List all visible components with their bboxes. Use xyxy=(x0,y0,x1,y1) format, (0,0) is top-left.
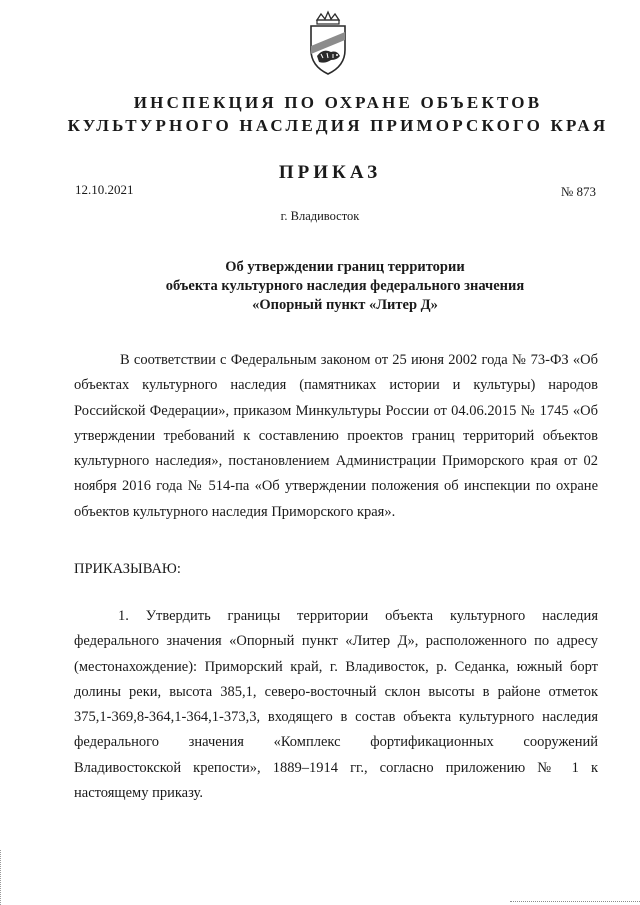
coat-of-arms-icon xyxy=(297,10,359,78)
document-city: г. Владивосток xyxy=(280,209,360,223)
subject-line1: Об утверждении границ территории xyxy=(225,259,465,275)
document-number: № 873 xyxy=(560,184,596,199)
organization-name-line1: ИНСПЕКЦИЯ ПО ОХРАНЕ ОБЪЕКТОВ xyxy=(133,93,543,112)
scan-bottom-mark xyxy=(510,901,640,903)
subject-line3: «Опорный пункт «Литер Д» xyxy=(252,297,438,313)
order-directive: ПРИКАЗЫВАЮ: xyxy=(74,561,181,577)
preamble-paragraph: В соответствии с Федеральным законом от 25 июня 2002 года № 73-ФЗ «Об объектах культурного наследия (памятниках истории и культуры) народов Российской Федерации», приказом Минкультуры России от 04.06.2015 № 1745 «Об утверждении требований к составлению проектов границ территорий объектов культурного наследия», постановлением Администрации Приморского края от 02 ноября 2016 года № 514-па «Об утверждении положения об инспекции по охране объектов культурного наследия Приморского края». xyxy=(74,352,598,520)
order-item-1: 1. Утвердить границы территории объекта культурного наследия федерального значения «Опорный пункт «Литер Д», расположенного по адресу (местонахождение): Приморский край, г. Владивосток, р. Седанка, южный борт долины реки, высота 385,1, северо-восточный склон высоты в районе отметок 375,1-369,8-364,1-364,1-373,3, входящего в состав объекта культурного наследия федерального значения «Комплекс фортификационных сооружений Владивостокской крепости», 1889–1914 гг., согласно приложению № 1 к настоящему приказу. xyxy=(74,608,598,802)
document-date: 12.10.2021 xyxy=(75,182,134,197)
document-type-title: ПРИКАЗ xyxy=(278,162,382,183)
scan-edge-mark xyxy=(0,850,4,905)
subject-line2: объекта культурного наследия федерального значения xyxy=(165,278,525,294)
organization-name-line2: КУЛЬТУРНОГО НАСЛЕДИЯ ПРИМОРСКОГО КРАЯ xyxy=(67,116,609,135)
